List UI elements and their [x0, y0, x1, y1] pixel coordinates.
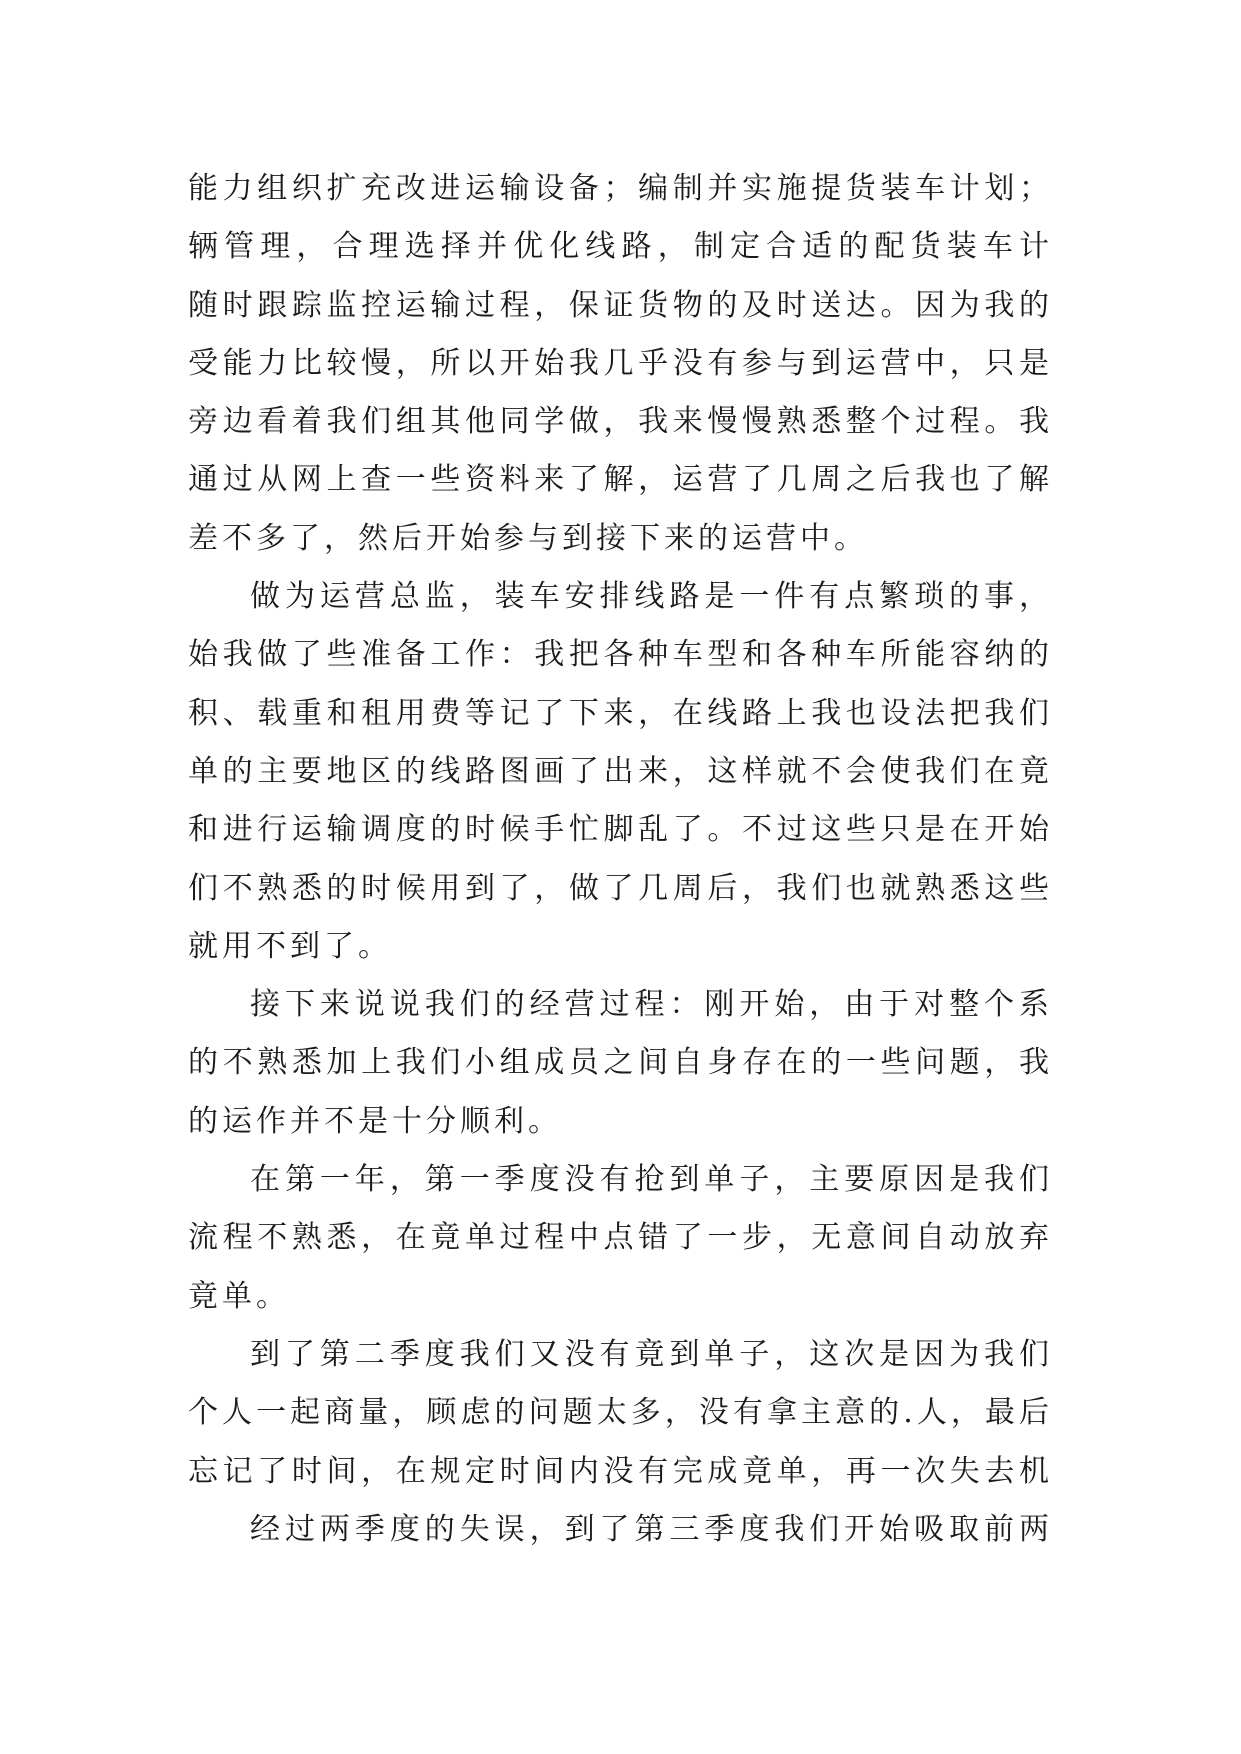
text-line: 差不多了，然后开始参与到接下来的运营中。	[188, 520, 868, 556]
text-line: 随时跟踪监控运输过程，保证货物的及时送达。因为我的	[188, 287, 1053, 323]
text-line: 忘记了时间，在规定时间内没有完成竟单，再一次失去机	[188, 1453, 1053, 1489]
text-line: 通过从网上查一些资料来了解，运营了几周之后我也了解	[188, 462, 1053, 498]
paragraph-first-line: 做为运营总监，装车安排线路是一件有点繁琐的事，	[250, 579, 1053, 615]
text-line: 个人一起商量，顾虑的问题太多，没有拿主意的.人，最后	[188, 1395, 1053, 1431]
paragraph-first-line: 在第一年，第一季度没有抢到单子，主要原因是我们	[250, 1162, 1053, 1198]
text-line: 能力组织扩充改进运输设备；编制并实施提货装车计划；	[188, 171, 1053, 206]
text-line: 单的主要地区的线路图画了出来，这样就不会使我们在竟	[188, 753, 1053, 789]
text-line: 受能力比较慢，所以开始我几乎没有参与到运营中，只是	[188, 345, 1053, 381]
text-line: 就用不到了。	[188, 928, 392, 964]
text-line: 和进行运输调度的时候手忙脚乱了。不过这些只是在开始	[188, 812, 1053, 848]
text-line: 积、载重和租用费等记了下来，在线路上我也设法把我们	[188, 695, 1053, 731]
paragraph-first-line: 接下来说说我们的经营过程：刚开始，由于对整个系	[250, 987, 1053, 1023]
text-line: 竟单。	[188, 1278, 290, 1314]
text-line: 始我做了些准备工作：我把各种车型和各种车所能容纳的	[188, 637, 1053, 673]
paragraph-first-line: 经过两季度的失误，到了第三季度我们开始吸取前两	[250, 1511, 1053, 1547]
text-line: 的不熟悉加上我们小组成员之间自身存在的一些问题，我	[188, 1045, 1053, 1081]
text-line: 辆管理，合理选择并优化线路，制定合适的配货装车计	[188, 229, 1053, 265]
paragraph-first-line: 到了第二季度我们又没有竟到单子，这次是因为我们	[250, 1336, 1053, 1372]
document-body	[188, 160, 1053, 1559]
text-line: 们不熟悉的时候用到了，做了几周后，我们也就熟悉这些	[188, 870, 1053, 906]
text-line: 流程不熟悉，在竟单过程中点错了一步，无意间自动放弃	[188, 1220, 1053, 1256]
text-line: 旁边看着我们组其他同学做，我来慢慢熟悉整个过程。我	[188, 404, 1053, 440]
text-line: 的运作并不是十分顺利。	[188, 1103, 562, 1139]
